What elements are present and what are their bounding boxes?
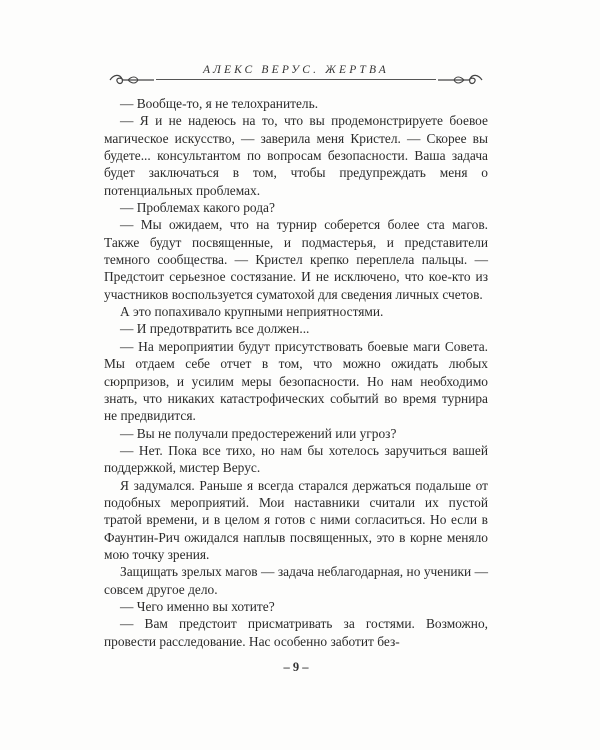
paragraph: — Вы не получали предостережений или угроз? bbox=[120, 425, 397, 441]
paragraph: А это попахивало крупными неприятностями. bbox=[120, 304, 384, 320]
body-text bbox=[104, 95, 488, 650]
header-title: АЛЕКС ВЕРУС. ЖЕРТВА bbox=[202, 64, 390, 76]
paragraph: — Вообще-то, я не телохранитель. bbox=[120, 96, 319, 111]
page-number: – 9 – bbox=[283, 660, 309, 674]
paragraph: Я задумался. Раньше я всегда старался держаться подальше от подобных мероприятий. Мои наставники считали их пустой тратой времени, и в целом я готов с ними согласиться. Но если в Фаунтин-Рич ожидался наплыв посвященных, это в корне меняло мою точку зрения. bbox=[104, 477, 488, 562]
paragraph: — И предотвратить все должен... bbox=[120, 321, 310, 337]
paragraph: — Нет. Пока все тихо, но нам бы хотелось заручиться вашей поддержкой, мистер Верус. bbox=[104, 442, 488, 476]
paragraph: Защищать зрелых магов — задача неблагодарная, но ученики — совсем другое дело. bbox=[104, 564, 488, 597]
paragraph: — На мероприятии будут присутствовать боевые маги Совета. Мы отдаем себе отчет в том, что можно ожидать любых сюрпризов, и усилим меры безопасности. Но нам необходимо знать, что никаких катастрофических событий во время турнира не предвидится. bbox=[104, 338, 488, 424]
paragraph: — Я и не надеюсь на то, что вы продемонстрируете боевое магическое искусство, — заверила меня Кристел. — Скорее вы будете... консультантом по вопросам безопасности. Ваша задача будет заключаться в том, чтобы предупреждать меня о потенциальных проблемах. bbox=[104, 113, 488, 198]
paragraph: — Чего именно вы хотите? bbox=[120, 598, 275, 614]
running-header bbox=[104, 52, 488, 92]
paragraph: — Мы ожидаем, что на турнир соберется более ста магов. Также будут посвященные, и подмастерья, и представители темного сообщества. — Кристел крепко переплела пальцы. — Предстоит серьезное состязание. И не исключено, что кое-кто из участников воспользуется суматохой для сведения личных счетов. bbox=[104, 217, 488, 302]
paragraph: — Проблемах какого рода? bbox=[120, 200, 275, 216]
paragraph: — Вам предстоит присматривать за гостями. Возможно, провести расследование. Нас особенно заботит без- bbox=[104, 616, 488, 649]
header-rule bbox=[156, 79, 436, 80]
flourish-ornament-icon bbox=[438, 73, 484, 87]
